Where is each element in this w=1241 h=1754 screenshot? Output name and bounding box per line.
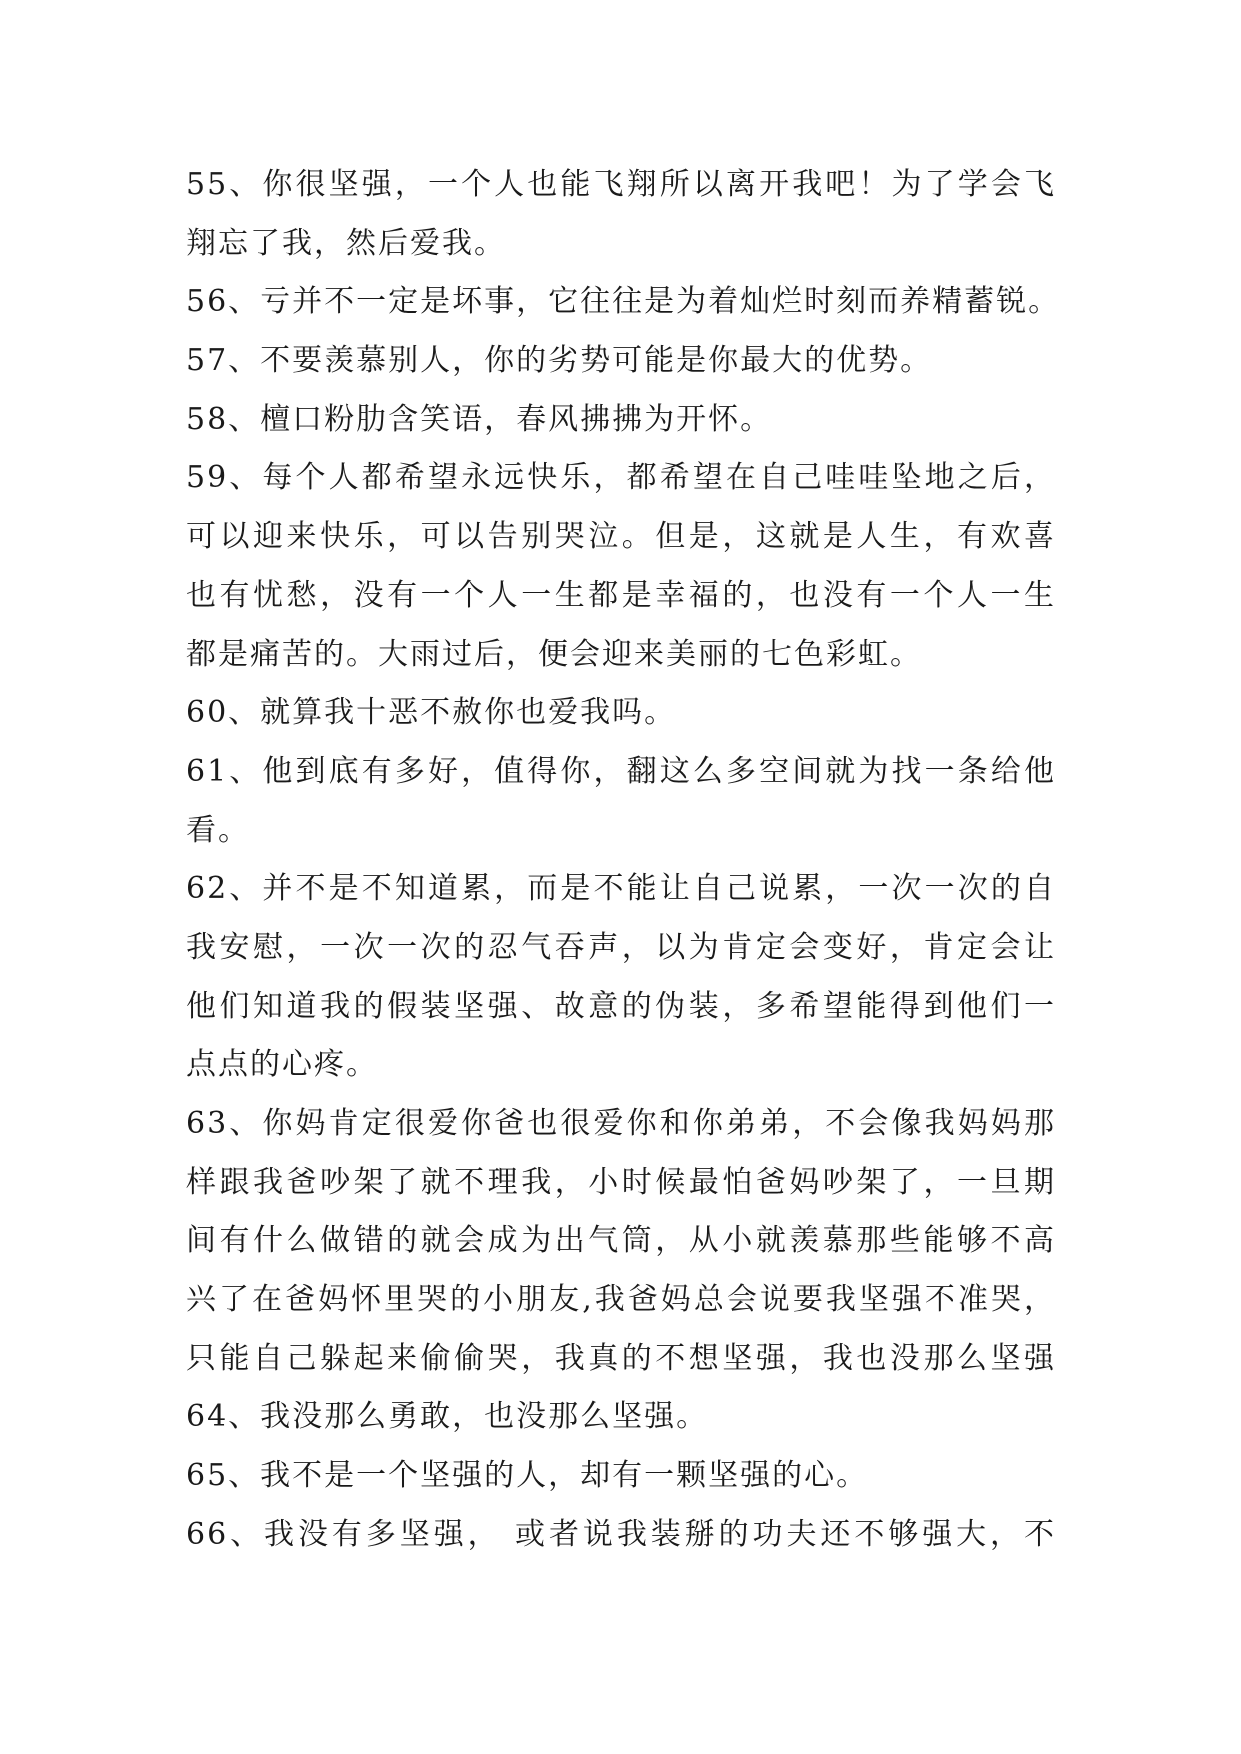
text-line: 也有忧愁，没有一个人一生都是幸福的，也没有一个人一生 [186,577,1056,613]
text-line: 66、我没有多坚强， 或者说我装掰的功夫还不够强大，不 [186,1516,1056,1552]
text-line: 64、我没那么勇敢，也没那么坚强。 [186,1399,709,1435]
text-line: 样跟我爸吵架了就不理我，小时候最怕爸妈吵架了，一旦期 [186,1164,1056,1200]
text-line: 兴了在爸妈怀里哭的小朋友,我爸妈总会说要我坚强不准哭， [186,1282,1056,1318]
text-line: 65、我不是一个坚强的人，却有一颗坚强的心。 [186,1458,869,1494]
text-line: 59、每个人都希望永远快乐，都希望在自己哇哇坠地之后， [186,460,1056,496]
text-line: 56、亏并不一定是坏事，它往往是为着灿烂时刻而养精蓄锐。 [186,284,1061,320]
document-body [186,156,1061,1565]
text-line: 我安慰，一次一次的忍气吞声，以为肯定会变好，肯定会让 [186,929,1056,965]
text-line: 只能自己躲起来偷偷哭，我真的不想坚强，我也没那么坚强 [186,1340,1056,1376]
text-line: 点点的心疼。 [186,1047,378,1083]
text-line: 57、不要羡慕别人，你的劣势可能是你最大的优势。 [186,343,933,379]
text-line: 看。 [186,812,250,848]
text-line: 55、你很坚强，一个人也能飞翔所以离开我吧！为了学会飞 [186,167,1056,202]
text-line: 间有什么做错的就会成为出气筒，从小就羡慕那些能够不高 [186,1223,1056,1259]
text-line: 61、他到底有多好，值得你，翻这么多空间就为找一条给他 [186,753,1056,789]
text-line: 58、檀口粉肋含笑语，春风拂拂为开怀。 [186,401,773,437]
text-line: 63、你妈肯定很爱你爸也很爱你和你弟弟，不会像我妈妈那 [186,1106,1056,1141]
text-line: 他们知道我的假装坚强、故意的伪装，多希望能得到他们一 [186,988,1056,1024]
text-line: 60、就算我十恶不赦你也爱我吗。 [186,695,677,731]
text-line: 62、并不是不知道累，而是不能让自己说累，一次一次的自 [186,871,1056,907]
text-line: 都是痛苦的。大雨过后，便会迎来美丽的七色彩虹。 [186,636,922,672]
text-line: 翔忘了我，然后爱我。 [186,225,506,261]
text-line: 可以迎来快乐，可以告别哭泣。但是，这就是人生，有欢喜 [186,519,1056,555]
